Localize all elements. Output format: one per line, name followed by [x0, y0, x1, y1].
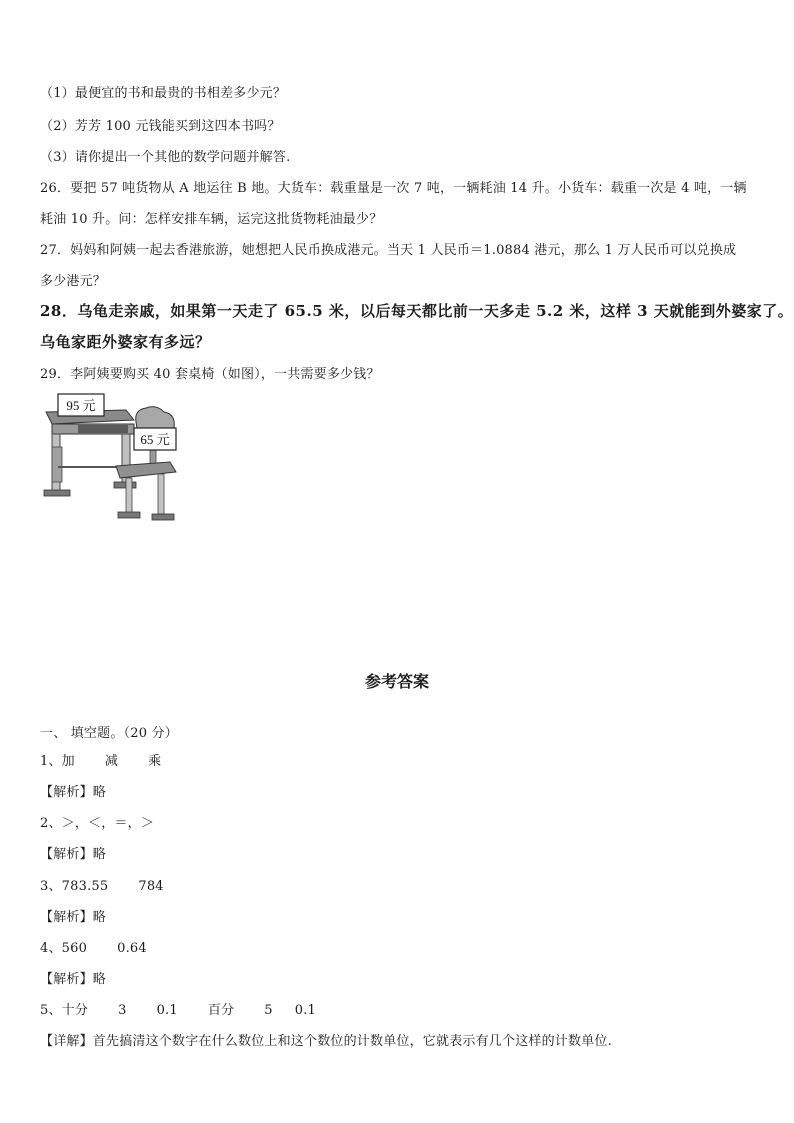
chair-price: 65 元	[140, 432, 170, 447]
answer-5-item: 百分	[207, 1003, 235, 1018]
desk-price: 95 元	[66, 398, 96, 413]
answer-1-note: 【解析】略	[40, 785, 107, 800]
question-29: 29．李阿姨要购买 40 套桌椅（如图），一共需要多少钱？	[40, 367, 380, 382]
question-26-line-1: 26．要把 57 吨货物从 A 地运往 B 地。大货车：载重量是一次 7 吨，一辆耗油 14 升。小货车：载重一次是 4 吨，一辆	[40, 181, 747, 196]
answer-4-item: 4、560	[40, 941, 88, 956]
question-26-line-2: 耗油 10 升。问：怎样安排车辆，运完这批货物耗油最少？	[40, 212, 383, 227]
answers-title: 参考答案	[364, 672, 429, 691]
answer-3-item: 784	[138, 879, 164, 894]
answers-section-1: 一、 填空题。（20 分）	[40, 726, 178, 741]
answer-5-item: 3	[118, 1003, 127, 1018]
answer-1-item: 乘	[148, 754, 162, 769]
answer-5-item: 0.1	[294, 1003, 317, 1018]
answer-4-note: 【解析】略	[40, 972, 107, 987]
answer-4	[40, 937, 147, 956]
desk-image	[44, 410, 136, 496]
question-25-part-3: （3）请你提出一个其他的数学问题并解答.	[40, 150, 291, 165]
question-25-part-2: （2）芳芳 100 元钱能买到这四本书吗？	[40, 119, 281, 134]
question-25-part-1: （1）最便宜的书和最贵的书相差多少元？	[40, 86, 287, 101]
question-28-line-1: 28．乌龟走亲戚，如果第一天走了 65.5 米，以后每天都比前一天多走 5.2 米，这样 3 天就能到外婆家了。	[40, 302, 794, 320]
answer-2: 2、＞，＜，＝，＞	[40, 816, 155, 831]
answer-1-item: 减	[104, 754, 119, 769]
desk-chair-illustration	[38, 392, 198, 527]
answer-5-item: 5、十分	[40, 1003, 89, 1018]
question-28-line-2: 乌龟家距外婆家有多远？	[40, 333, 211, 351]
answer-5-note: 【详解】首先搞清这个数字在什么数位上和这个数位的计数单位，它就表示有几个这样的计数单位.	[40, 1034, 612, 1049]
answer-1-item: 1、加	[40, 754, 75, 769]
answer-5	[40, 999, 316, 1018]
answer-3	[40, 875, 164, 894]
answer-5-item: 5	[264, 1003, 273, 1018]
question-27-line-2: 多少港元？	[40, 274, 107, 289]
answer-5-item: 0.1	[156, 1003, 178, 1018]
answer-3-item: 3、783.55	[40, 879, 109, 894]
answer-3-note: 【解析】略	[40, 910, 107, 925]
answer-4-item: 0.64	[117, 941, 147, 956]
question-27-line-1: 27．妈妈和阿姨一起去香港旅游，她想把人民币换成港元。当天 1 人民币＝1.0884 港元，那么 1 万人民币可以兑换成	[40, 243, 737, 258]
answer-1	[40, 750, 161, 769]
answer-2-note: 【解析】略	[40, 847, 107, 862]
